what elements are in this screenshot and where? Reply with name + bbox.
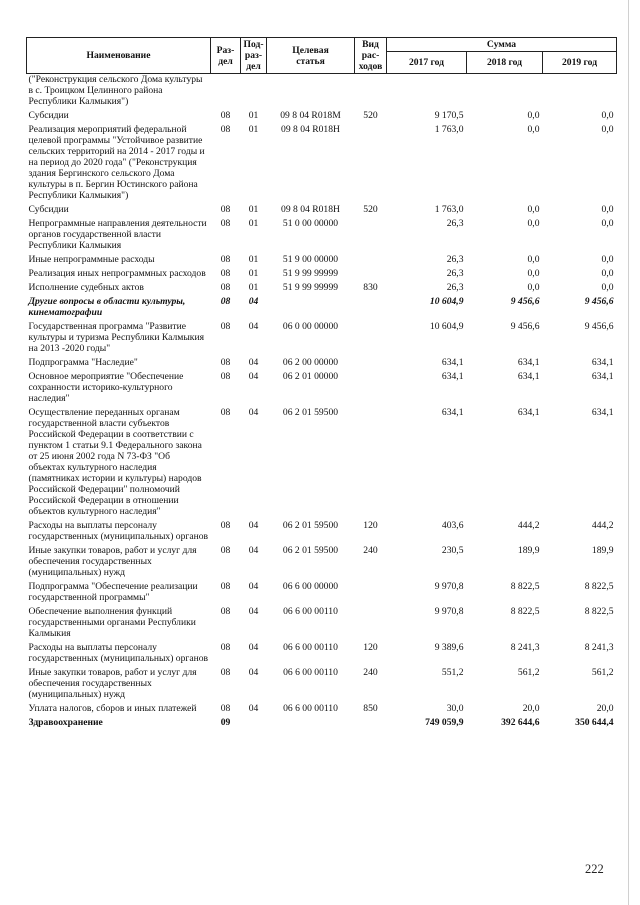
row-target: 09 8 04 R018H bbox=[281, 204, 340, 215]
row-sum-2019: 350 644,4 bbox=[575, 717, 614, 728]
row-razdel: 08 bbox=[220, 124, 231, 135]
row-sum-2017: 10 604,9 bbox=[429, 296, 464, 307]
row-sum-2018: 8 241,3 bbox=[510, 642, 540, 653]
row-target: 06 6 00 00110 bbox=[283, 642, 338, 653]
row-vid: 120 bbox=[363, 642, 378, 653]
header-vid: Вид рас- ходов bbox=[355, 38, 387, 74]
row-name: Реализация иных непрограммных расходов bbox=[28, 268, 206, 279]
row-target: 09 8 04 R018M bbox=[280, 110, 341, 121]
table-row bbox=[27, 282, 617, 296]
row-target: 51 9 00 00000 bbox=[282, 254, 339, 265]
row-razdel bbox=[211, 74, 241, 111]
row-target: 06 6 00 00000 bbox=[282, 581, 339, 592]
row-vid: 120 bbox=[363, 520, 378, 531]
row-sum-2019: 0,0 bbox=[601, 124, 614, 135]
row-target bbox=[267, 296, 355, 321]
table-row bbox=[27, 520, 617, 545]
row-sum-2019: 20,0 bbox=[596, 703, 614, 714]
row-name: Расходы на выплаты персоналу государственных (муниципальных) органов bbox=[28, 520, 209, 542]
scan-edge-line bbox=[628, 0, 629, 905]
row-target: 06 2 01 59500 bbox=[282, 520, 339, 531]
table-row bbox=[27, 357, 617, 371]
row-podrazdel: 01 bbox=[248, 268, 259, 279]
row-podrazdel: 01 bbox=[248, 218, 259, 229]
row-vid bbox=[355, 218, 387, 254]
row-name: Обеспечение выполнения функций государственными органами Республики Калмыкия bbox=[28, 606, 196, 639]
row-sum-2018: 8 822,5 bbox=[510, 606, 540, 617]
row-name: Иные закупки товаров, работ и услуг для обеспечения государственных (муниципальных) нужд bbox=[28, 667, 197, 700]
row-sum-2019: 0,0 bbox=[601, 282, 614, 293]
row-vid: 240 bbox=[363, 545, 378, 556]
row-razdel: 08 bbox=[220, 357, 231, 368]
row-sum-2018: 634,1 bbox=[517, 407, 540, 418]
row-vid bbox=[355, 581, 387, 606]
row-sum-2018: 0,0 bbox=[527, 124, 540, 135]
row-sum-2019: 634,1 bbox=[591, 371, 614, 382]
row-target: 06 6 00 00110 bbox=[283, 606, 338, 617]
row-sum-2019: 0,0 bbox=[601, 110, 614, 121]
row-sum-2019: 8 822,5 bbox=[584, 606, 614, 617]
row-name: Реализация мероприятий федеральной целевой программы "Устойчивое развитие сельских территорий на 2014 - 2017 годы и на период до 2020 года" ("Реконструкция здания Бергинского сельского Дома культуры в п. Бергин Юстинского района Республики Калмыкия") bbox=[28, 124, 205, 201]
row-sum-2017: 749 059,9 bbox=[425, 717, 464, 728]
row-razdel: 08 bbox=[220, 268, 231, 279]
header-year-2019: 2019 год bbox=[543, 52, 617, 74]
row-sum-2019: 444,2 bbox=[591, 520, 614, 531]
row-sum-2017: 634,1 bbox=[441, 407, 464, 418]
row-name: Государственная программа "Развитие культуры и туризма Республики Калмыкия на 2013 -2020 годы" bbox=[28, 321, 204, 354]
row-razdel: 08 bbox=[220, 371, 231, 382]
row-vid bbox=[355, 606, 387, 642]
row-sum-2018: 9 456,6 bbox=[510, 296, 540, 307]
row-podrazdel bbox=[241, 717, 267, 731]
row-vid: 520 bbox=[363, 110, 378, 121]
row-sum-2017: 1 763,0 bbox=[434, 204, 464, 215]
row-sum-2019: 9 456,6 bbox=[584, 296, 614, 307]
page-number: 222 bbox=[585, 862, 604, 876]
row-sum-2017: 634,1 bbox=[441, 357, 464, 368]
row-sum-2017: 634,1 bbox=[441, 371, 464, 382]
row-sum-2017: 551,2 bbox=[441, 667, 464, 678]
row-name: Субсидии bbox=[28, 204, 69, 215]
row-razdel: 08 bbox=[220, 254, 231, 265]
row-sum-2017: 403,6 bbox=[441, 520, 464, 531]
row-sum-2017: 30,0 bbox=[446, 703, 464, 714]
table-row bbox=[27, 606, 617, 642]
row-sum-2019 bbox=[543, 74, 617, 111]
row-vid bbox=[355, 717, 387, 731]
row-target: 51 9 99 99999 bbox=[282, 268, 339, 279]
row-target: 51 9 99 99999 bbox=[282, 282, 339, 293]
row-name: Здравоохранение bbox=[28, 717, 103, 728]
row-vid bbox=[355, 321, 387, 357]
row-sum-2017: 26,3 bbox=[446, 268, 464, 279]
table-row bbox=[27, 74, 617, 111]
header-sum: Сумма bbox=[387, 38, 617, 52]
row-name: Подпрограмма "Наследие" bbox=[28, 357, 138, 368]
row-podrazdel: 04 bbox=[248, 545, 259, 556]
header-target: Целевая статья bbox=[267, 38, 355, 74]
table-row bbox=[27, 268, 617, 282]
row-sum-2018: 9 456,6 bbox=[510, 321, 540, 332]
row-sum-2019: 634,1 bbox=[591, 407, 614, 418]
row-razdel: 08 bbox=[220, 703, 231, 714]
row-razdel: 08 bbox=[220, 296, 231, 307]
row-razdel: 08 bbox=[220, 110, 231, 121]
row-razdel: 08 bbox=[220, 642, 231, 653]
row-sum-2018: 0,0 bbox=[527, 268, 540, 279]
row-target: 09 8 04 R018H bbox=[281, 124, 340, 135]
table-row bbox=[27, 110, 617, 124]
row-target: 06 2 01 00000 bbox=[282, 371, 339, 382]
row-sum-2019: 8 822,5 bbox=[584, 581, 614, 592]
row-razdel: 08 bbox=[220, 667, 231, 678]
row-podrazdel: 04 bbox=[248, 357, 259, 368]
row-target: 06 6 00 00110 bbox=[283, 667, 338, 678]
row-target bbox=[267, 717, 355, 731]
row-sum-2019: 189,9 bbox=[591, 545, 614, 556]
row-name: Субсидии bbox=[28, 110, 69, 121]
row-sum-2017: 26,3 bbox=[446, 282, 464, 293]
table-row bbox=[27, 371, 617, 407]
row-razdel: 08 bbox=[220, 321, 231, 332]
table-row bbox=[27, 581, 617, 606]
table-row bbox=[27, 667, 617, 703]
row-sum-2019: 9 456,6 bbox=[584, 321, 614, 332]
row-sum-2018: 0,0 bbox=[527, 110, 540, 121]
row-target: 06 0 00 00000 bbox=[282, 321, 339, 332]
row-podrazdel: 01 bbox=[248, 110, 259, 121]
row-sum-2018: 0,0 bbox=[527, 218, 540, 229]
row-podrazdel: 04 bbox=[248, 371, 259, 382]
row-sum-2018: 0,0 bbox=[527, 282, 540, 293]
row-vid bbox=[355, 357, 387, 371]
row-sum-2018 bbox=[467, 74, 543, 111]
row-razdel: 08 bbox=[220, 218, 231, 229]
row-podrazdel: 01 bbox=[248, 204, 259, 215]
row-sum-2019: 0,0 bbox=[601, 254, 614, 265]
row-target: 51 0 00 00000 bbox=[282, 218, 339, 229]
row-vid bbox=[355, 254, 387, 268]
row-razdel: 08 bbox=[220, 606, 231, 617]
row-podrazdel: 01 bbox=[248, 282, 259, 293]
row-sum-2018: 20,0 bbox=[522, 703, 540, 714]
table-row bbox=[27, 218, 617, 254]
row-vid bbox=[355, 268, 387, 282]
row-sum-2017: 1 763,0 bbox=[434, 124, 464, 135]
row-podrazdel: 04 bbox=[248, 703, 259, 714]
table-row bbox=[27, 296, 617, 321]
table-row bbox=[27, 254, 617, 268]
header-year-2018: 2018 год bbox=[467, 52, 543, 74]
row-name: Другие вопросы в области культуры, кинематографии bbox=[28, 296, 186, 318]
table-row bbox=[27, 642, 617, 667]
row-vid: 850 bbox=[363, 703, 378, 714]
row-sum-2018: 0,0 bbox=[527, 204, 540, 215]
row-sum-2017: 9 970,8 bbox=[434, 581, 464, 592]
row-sum-2019: 8 241,3 bbox=[584, 642, 614, 653]
row-name: ("Реконструкция сельского Дома культуры в с. Троицком Целинного района Республики Калмыкия") bbox=[28, 74, 203, 107]
row-podrazdel: 04 bbox=[248, 520, 259, 531]
table-row bbox=[27, 124, 617, 204]
row-sum-2019: 0,0 bbox=[601, 204, 614, 215]
header-razdel: Раз- дел bbox=[211, 38, 241, 74]
row-vid bbox=[355, 74, 387, 111]
row-razdel: 08 bbox=[220, 520, 231, 531]
row-podrazdel: 04 bbox=[248, 606, 259, 617]
row-name: Непрограммные направления деятельности органов государственной власти Республики Калмыкия bbox=[28, 218, 207, 251]
row-podrazdel: 04 bbox=[248, 581, 259, 592]
row-razdel: 08 bbox=[220, 282, 231, 293]
row-razdel: 08 bbox=[220, 204, 231, 215]
row-vid: 240 bbox=[363, 667, 378, 678]
row-sum-2019: 561,2 bbox=[591, 667, 614, 678]
row-name: Иные закупки товаров, работ и услуг для обеспечения государственных (муниципальных) нужд bbox=[28, 545, 197, 578]
row-name: Иные непрограммные расходы bbox=[28, 254, 155, 265]
row-vid bbox=[355, 407, 387, 520]
table-header bbox=[27, 38, 617, 74]
row-sum-2018: 634,1 bbox=[517, 371, 540, 382]
row-podrazdel: 04 bbox=[248, 321, 259, 332]
row-name: Основное мероприятие "Обеспечение сохранности историко-культурного наследия" bbox=[28, 371, 184, 404]
row-podrazdel: 04 bbox=[248, 296, 259, 307]
row-sum-2018: 0,0 bbox=[527, 254, 540, 265]
table-row bbox=[27, 407, 617, 520]
header-name: Наименование bbox=[27, 38, 211, 74]
table-row bbox=[27, 545, 617, 581]
row-vid bbox=[355, 296, 387, 321]
row-sum-2017: 9 970,8 bbox=[434, 606, 464, 617]
row-podrazdel: 04 bbox=[248, 407, 259, 418]
row-sum-2018: 561,2 bbox=[517, 667, 540, 678]
row-target: 06 6 00 00110 bbox=[283, 703, 338, 714]
row-razdel: 08 bbox=[220, 581, 231, 592]
row-target bbox=[267, 74, 355, 111]
table-row bbox=[27, 703, 617, 717]
row-sum-2017: 26,3 bbox=[446, 218, 464, 229]
row-vid: 520 bbox=[363, 204, 378, 215]
row-name: Подпрограмма "Обеспечение реализации государственной программы" bbox=[28, 581, 198, 603]
row-sum-2018: 444,2 bbox=[517, 520, 540, 531]
row-name: Осуществление переданных органам государственной власти субъектов Российской Федерации в соответствии с пунктом 1 статьи 9.1 Федерального закона от 25 июня 2002 года N 73-ФЗ "Об объектах культурного наследия (памятниках истории и культуры) народов Российской Федерации" полномочий Российской Федерации в отношении объектов культурного наследия" bbox=[28, 407, 202, 517]
row-sum-2018: 189,9 bbox=[517, 545, 540, 556]
row-razdel: 08 bbox=[220, 407, 231, 418]
row-vid: 830 bbox=[363, 282, 378, 293]
table-body bbox=[27, 74, 617, 732]
row-sum-2019: 0,0 bbox=[601, 268, 614, 279]
row-sum-2017: 230,5 bbox=[441, 545, 464, 556]
row-name: Исполнение судебных актов bbox=[28, 282, 144, 293]
row-name: Уплата налогов, сборов и иных платежей bbox=[28, 703, 197, 714]
table-row bbox=[27, 321, 617, 357]
row-target: 06 2 01 59500 bbox=[282, 407, 339, 418]
header-podrazdel: Под- раз- дел bbox=[241, 38, 267, 74]
row-razdel: 08 bbox=[220, 545, 231, 556]
row-sum-2017: 10 604,9 bbox=[429, 321, 464, 332]
header-year-2017: 2017 год bbox=[387, 52, 467, 74]
row-sum-2017 bbox=[387, 74, 467, 111]
row-podrazdel: 04 bbox=[248, 667, 259, 678]
row-razdel: 09 bbox=[220, 717, 231, 728]
budget-table bbox=[26, 37, 617, 731]
row-vid bbox=[355, 371, 387, 407]
row-sum-2017: 9 170,5 bbox=[434, 110, 464, 121]
row-sum-2018: 392 644,6 bbox=[501, 717, 540, 728]
row-sum-2019: 634,1 bbox=[591, 357, 614, 368]
row-podrazdel bbox=[241, 74, 267, 111]
row-sum-2018: 8 822,5 bbox=[510, 581, 540, 592]
row-sum-2019: 0,0 bbox=[601, 218, 614, 229]
table-row bbox=[27, 204, 617, 218]
row-podrazdel: 01 bbox=[248, 124, 259, 135]
row-name: Расходы на выплаты персоналу государственных (муниципальных) органов bbox=[28, 642, 209, 664]
row-sum-2017: 26,3 bbox=[446, 254, 464, 265]
row-sum-2018: 634,1 bbox=[517, 357, 540, 368]
table-row bbox=[27, 717, 617, 731]
row-target: 06 2 01 59500 bbox=[282, 545, 339, 556]
row-podrazdel: 04 bbox=[248, 642, 259, 653]
row-target: 06 2 00 00000 bbox=[282, 357, 339, 368]
row-vid bbox=[355, 124, 387, 204]
row-sum-2017: 9 389,6 bbox=[434, 642, 464, 653]
row-podrazdel: 01 bbox=[248, 254, 259, 265]
